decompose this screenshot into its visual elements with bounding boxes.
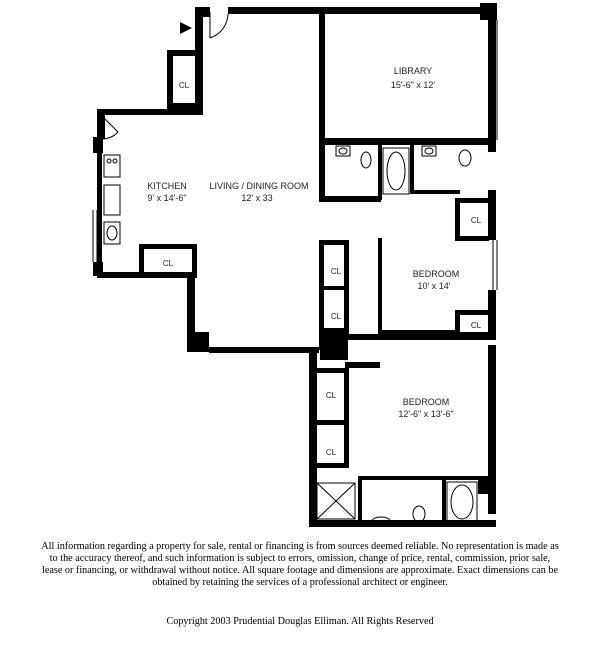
room-name-bedroom-1: BEDROOM bbox=[412, 269, 460, 279]
room-dims-living: 12' x 33 bbox=[241, 193, 273, 203]
walls bbox=[93, 3, 497, 527]
closet-label: CL bbox=[162, 259, 174, 268]
room-name-library: LIBRARY bbox=[393, 66, 433, 76]
closet-label: CL bbox=[330, 267, 342, 276]
copyright-text: Copyright 2003 Prudential Douglas Elliman. All Rights Reserved bbox=[166, 616, 434, 627]
room-dims-bedroom-1: 10' x 14' bbox=[417, 281, 451, 291]
stove bbox=[104, 155, 120, 177]
room-dims-kitchen: 9' x 14'-6" bbox=[147, 193, 187, 203]
room-name-living: LIVING / DINING ROOM bbox=[209, 181, 309, 191]
toilet bbox=[459, 150, 471, 166]
doors bbox=[103, 12, 228, 139]
closet-label: CL bbox=[325, 448, 337, 457]
closet-label: CL bbox=[330, 312, 342, 321]
toilet bbox=[413, 506, 425, 522]
closet-label: CL bbox=[470, 321, 482, 330]
counter bbox=[104, 185, 120, 215]
room-dims-library: 15'-6" x 12' bbox=[390, 80, 436, 90]
closet-label: CL bbox=[470, 216, 482, 225]
room-labels bbox=[147, 66, 459, 419]
disclaimer-text: All information regarding a property for sale, rental or financing is from sources deemed reliable. No representation is made as to the accuracy thereof, and such information is subject to errors, omission, change of price, rental, commission, prior sale, lease or financing, or withdrawal without notice. All square footage and dimensions are approximate. Exact dimensions can be obtained by retaining the services of a professional architect or engineer. bbox=[41, 541, 559, 588]
entry-arrow-icon bbox=[180, 22, 192, 34]
room-name-kitchen: KITCHEN bbox=[147, 181, 187, 191]
kitchen-sink bbox=[104, 222, 120, 244]
closet-label: CL bbox=[178, 81, 190, 90]
toilet bbox=[361, 152, 371, 168]
room-dims-bedroom-2: 12'-6" x 13'-6" bbox=[398, 409, 454, 419]
closet-label: CL bbox=[325, 391, 337, 400]
room-name-bedroom-2: BEDROOM bbox=[402, 397, 450, 407]
